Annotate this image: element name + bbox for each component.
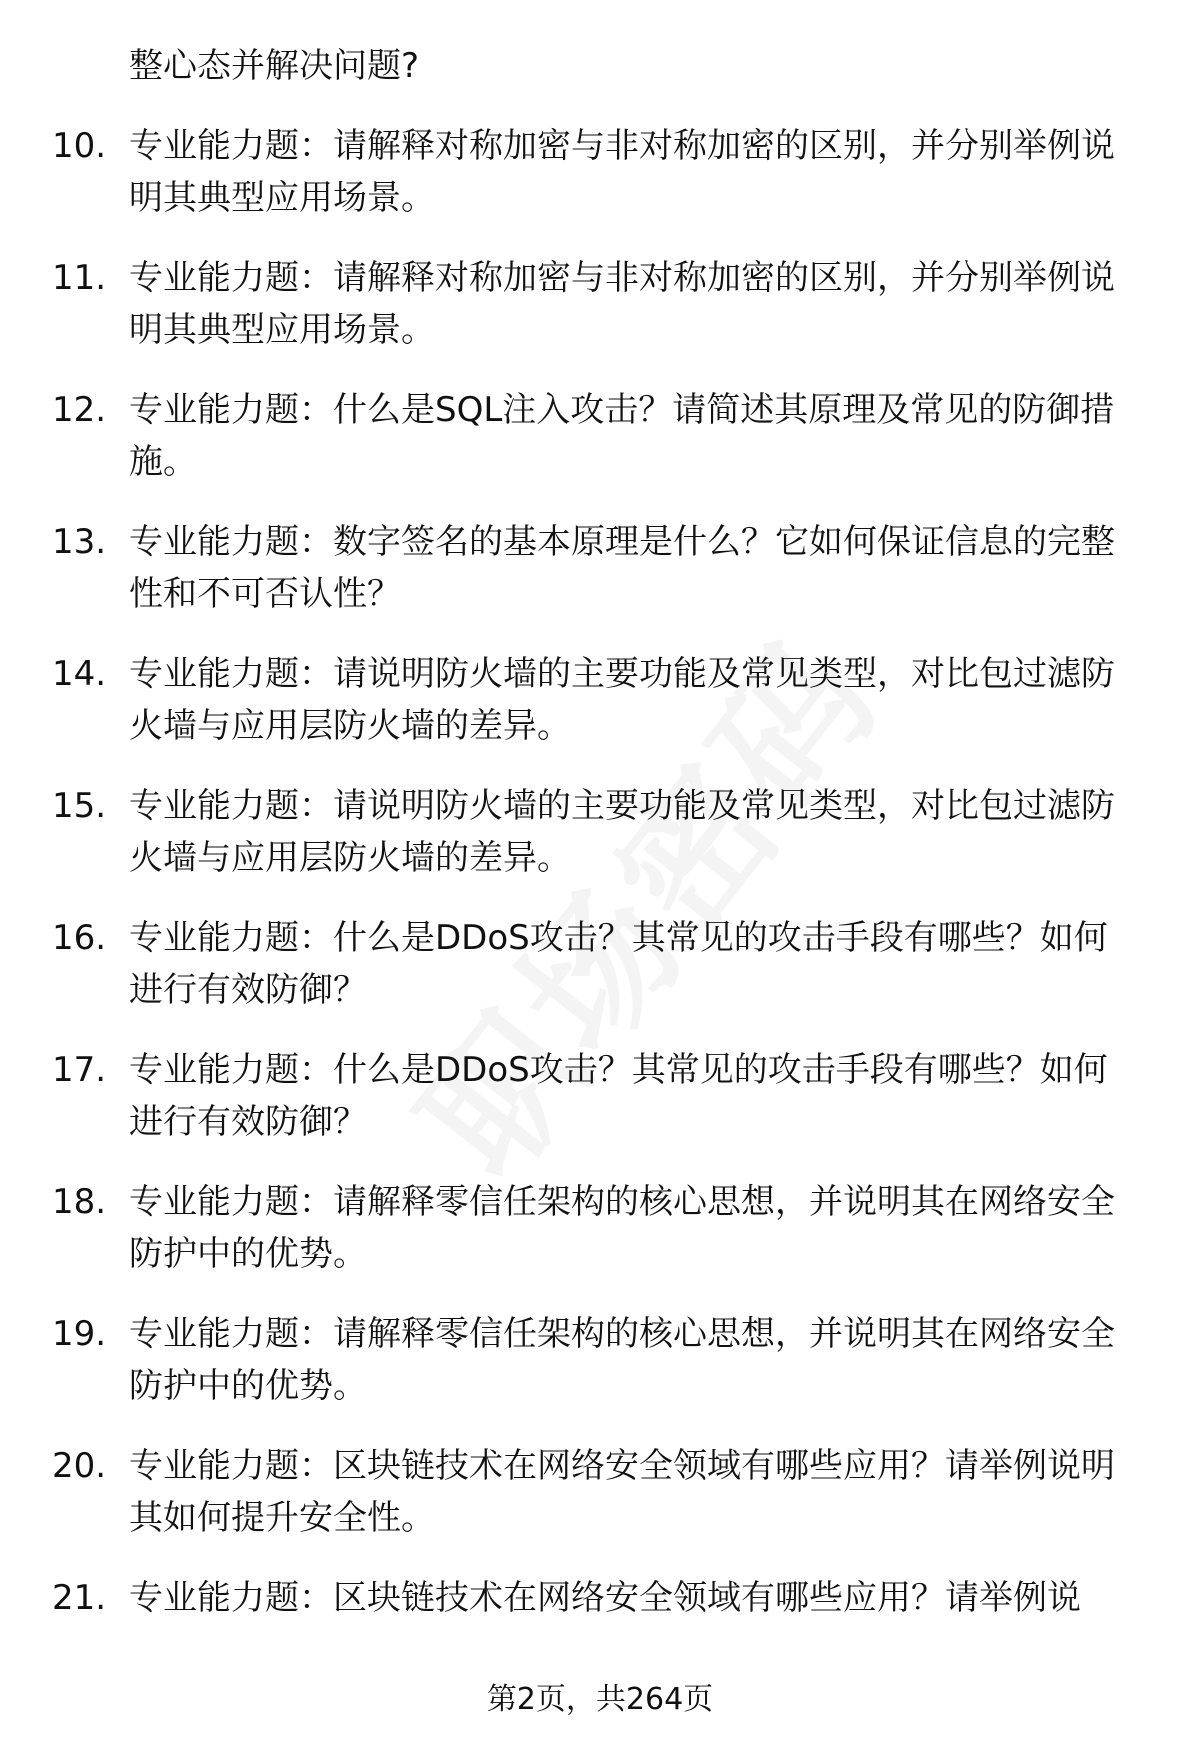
question-text: 专业能力题：什么是DDoS攻击？其常见的攻击手段有哪些？如何进行有效防御？ xyxy=(129,918,1108,1010)
question-number: 11. xyxy=(52,258,107,298)
question-number: 18. xyxy=(52,1182,107,1222)
question-item xyxy=(0,912,1200,1016)
question-number: 20. xyxy=(52,1446,107,1486)
question-number: 21. xyxy=(52,1578,107,1618)
question-item xyxy=(0,516,1200,620)
question-item xyxy=(0,1440,1200,1544)
question-text: 专业能力题：请解释零信任架构的核心思想，并说明其在网络安全防护中的优势。 xyxy=(129,1182,1115,1274)
question-item xyxy=(0,120,1200,224)
question-item xyxy=(0,1044,1200,1148)
question-text: 专业能力题：请说明防火墙的主要功能及常见类型，对比包过滤防火墙与应用层防火墙的差异。 xyxy=(129,786,1115,878)
question-number: 13. xyxy=(52,522,107,562)
question-text: 专业能力题：请解释零信任架构的核心思想，并说明其在网络安全防护中的优势。 xyxy=(129,1314,1115,1406)
question-item xyxy=(0,384,1200,488)
question-text: 专业能力题：区块链技术在网络安全领域有哪些应用？请举例说明其如何提升安全性。 xyxy=(129,1446,1115,1538)
question-number: 17. xyxy=(52,1050,107,1090)
question-item xyxy=(0,780,1200,884)
question-text: 专业能力题：请说明防火墙的主要功能及常见类型，对比包过滤防火墙与应用层防火墙的差异。 xyxy=(129,654,1115,746)
page-footer: 第2页，共264页 xyxy=(486,1682,714,1717)
question-number: 19. xyxy=(52,1314,107,1354)
question-number: 15. xyxy=(52,786,107,826)
continued-text: 整心态并解决问题? xyxy=(129,46,420,86)
question-text: 专业能力题：数字签名的基本原理是什么？它如何保证信息的完整性和不可否认性？ xyxy=(129,522,1115,614)
question-item xyxy=(0,1572,1200,1624)
question-item xyxy=(0,1176,1200,1280)
question-text: 专业能力题：请解释对称加密与非对称加密的区别，并分别举例说明其典型应用场景。 xyxy=(129,258,1115,350)
question-text: 专业能力题：什么是DDoS攻击？其常见的攻击手段有哪些？如何进行有效防御？ xyxy=(129,1050,1108,1142)
question-number: 14. xyxy=(52,654,107,694)
question-text: 专业能力题：区块链技术在网络安全领域有哪些应用？请举例说 xyxy=(129,1578,1081,1618)
question-number: 16. xyxy=(52,918,107,958)
question-text: 专业能力题：什么是SQL注入攻击？请简述其原理及常见的防御措施。 xyxy=(129,390,1115,482)
question-item xyxy=(0,648,1200,752)
question-item xyxy=(0,252,1200,356)
question-text: 专业能力题：请解释对称加密与非对称加密的区别，并分别举例说明其典型应用场景。 xyxy=(129,126,1115,218)
question-number: 10. xyxy=(52,126,107,166)
question-item xyxy=(0,1308,1200,1412)
question-number: 12. xyxy=(52,390,107,430)
